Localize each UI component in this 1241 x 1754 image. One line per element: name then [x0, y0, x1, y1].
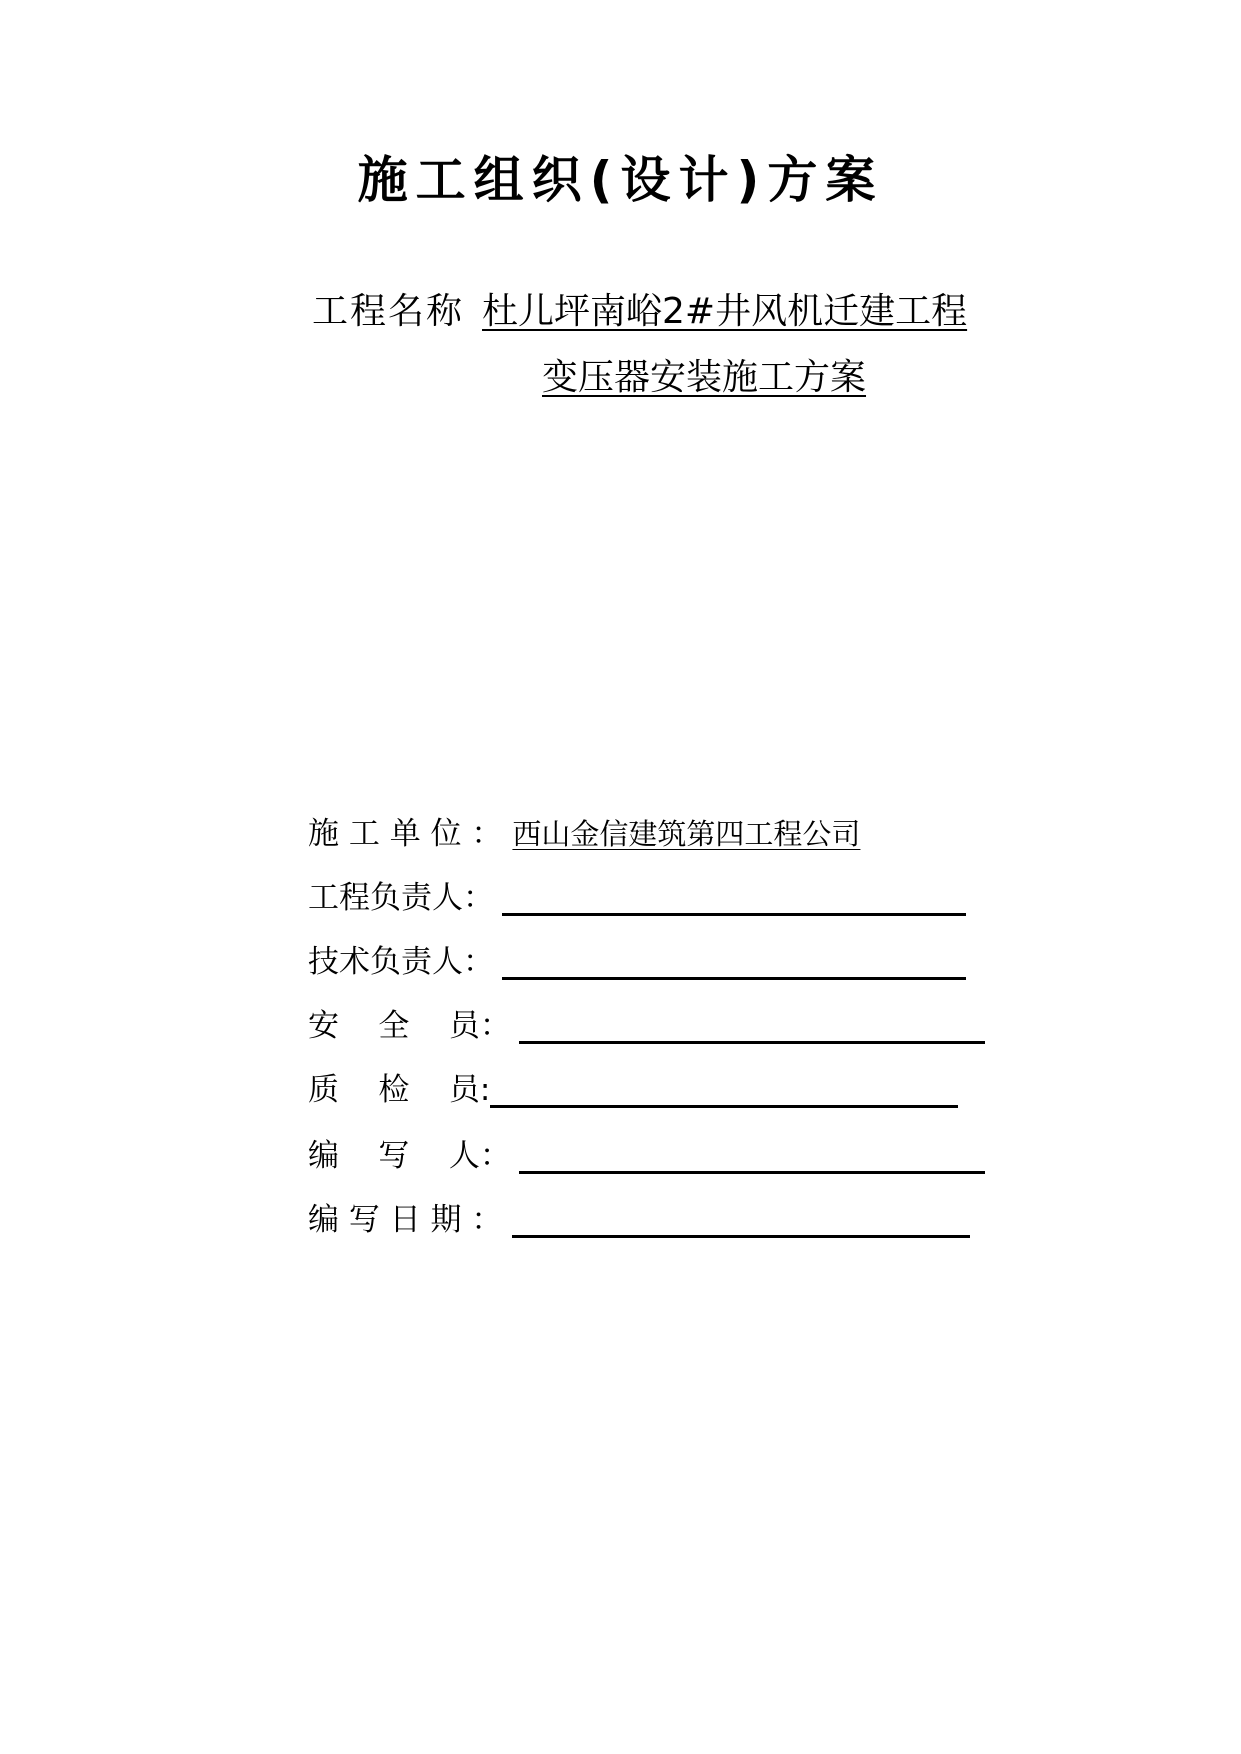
project-name-label: 工程名称	[312, 291, 465, 332]
field-label: 安 全 员：	[308, 1008, 511, 1044]
field-author	[308, 1130, 985, 1178]
field-label: 编 写 人：	[308, 1138, 511, 1174]
field-safety-officer	[308, 1000, 985, 1048]
field-construction-unit	[308, 808, 860, 856]
field-technical-manager	[308, 936, 966, 984]
project-manager-line[interactable]	[502, 913, 966, 916]
construction-unit-value: 西山金信建筑第四工程公司	[512, 817, 861, 851]
field-label: 质 检 员:	[308, 1072, 491, 1108]
field-label: 工程负责人：	[308, 880, 494, 916]
quality-inspector-line[interactable]	[490, 1105, 958, 1108]
technical-manager-line[interactable]	[502, 977, 966, 980]
safety-officer-line[interactable]	[519, 1041, 985, 1044]
field-project-manager	[308, 872, 966, 920]
project-name-row	[312, 288, 967, 336]
field-label: 施 工 单 位 ：	[308, 816, 503, 852]
document-title: 施工组织(设计)方案	[357, 151, 884, 209]
field-label: 编 写 日 期 ：	[308, 1202, 503, 1238]
author-line[interactable]	[519, 1171, 985, 1174]
project-name-value: 杜儿坪南峪2#井风机迁建工程	[482, 291, 968, 332]
date-line[interactable]	[512, 1235, 970, 1238]
field-label: 技术负责人：	[308, 944, 494, 980]
field-quality-inspector	[308, 1064, 958, 1112]
field-date	[308, 1194, 970, 1242]
project-name-subtitle: 变压器安装施工方案	[542, 357, 867, 398]
